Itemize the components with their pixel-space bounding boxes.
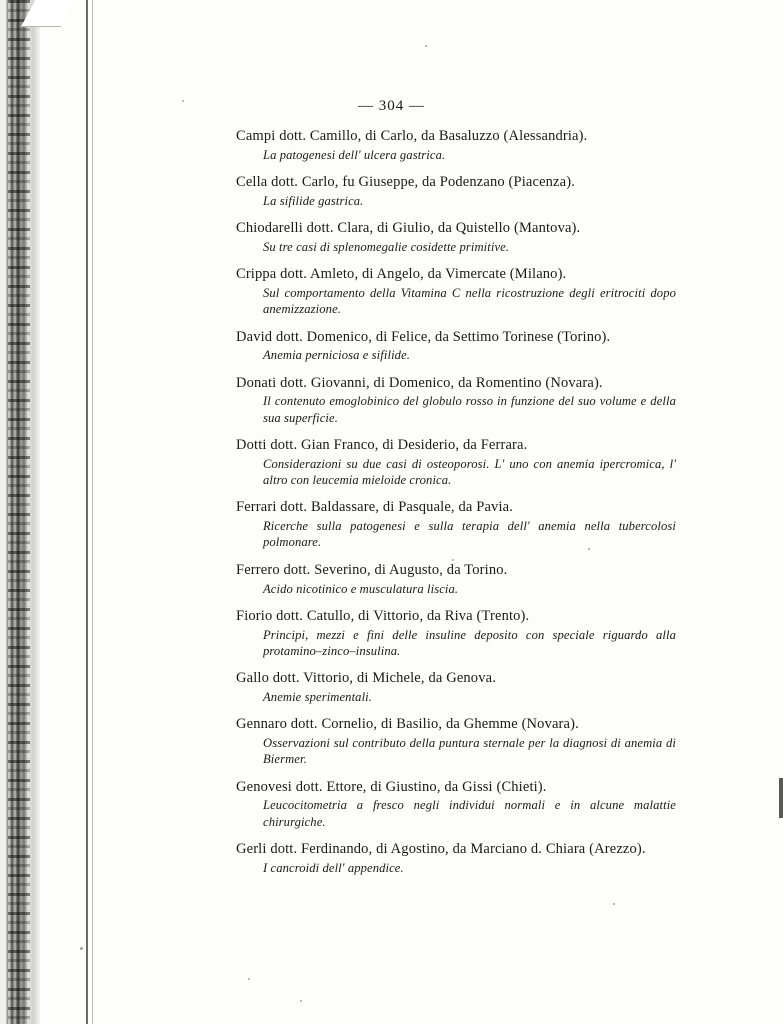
list-item [236, 670, 676, 705]
candidate-name: Gerli dott. Ferdinando, di Agostino, da Marciano d. Chiara (Arezzo). [236, 841, 646, 858]
thesis-title: Anemie sperimentali. [263, 689, 373, 704]
scan-speck [300, 1000, 302, 1002]
list-item [236, 608, 676, 659]
candidate-name: Ferrari dott. Baldassare, di Pasquale, da Pavia. [236, 499, 513, 516]
scan-speck [80, 947, 83, 950]
thesis-title: Acido nicotinico e musculatura liscia. [263, 581, 459, 596]
list-item [236, 779, 676, 830]
candidate-name: Gennaro dott. Cornelio, di Basilio, da Ghemme (Novara). [236, 716, 579, 733]
thesis-title: La patogenesi dell' ulcera gastrica. [263, 147, 446, 162]
candidate-name: Crippa dott. Amleto, di Angelo, da Vimercate (Milano). [236, 266, 567, 283]
candidate-name: Chiodarelli dott. Clara, di Giulio, da Quistello (Mantova). [236, 220, 581, 237]
candidate-name: Donati dott. Giovanni, di Domenico, da Romentino (Novara). [236, 374, 603, 391]
thesis-title: Su tre casi di splenomegalie cosidette primitive. [263, 239, 510, 254]
candidate-name: Fiorio dott. Catullo, di Vittorio, da Riva (Trento). [236, 607, 530, 624]
list-item [236, 329, 676, 364]
thesis-title: Sul comportamento della Vitamina C nella ricostruzione degli eritrociti dopo anemizzazione. [263, 285, 676, 317]
thesis-title: Principi, mezzi e fini delle insuline deposito con speciale riguardo alla protamino–zinco–insulina. [263, 627, 676, 658]
list-item [236, 266, 676, 317]
list-item [236, 128, 676, 163]
scan-speck [425, 45, 427, 47]
candidate-name: Cella dott. Carlo, fu Giuseppe, da Podenzano (Piacenza). [236, 174, 575, 191]
list-item [236, 220, 676, 255]
thesis-title: Ricerche sulla patogenesi e sulla terapia dell' anemia nella tubercolosi polmonare. [263, 519, 676, 550]
thesis-title: La sifilide gastrica. [263, 193, 364, 208]
list-item [236, 174, 676, 209]
thesis-list [236, 128, 676, 887]
list-item [236, 841, 676, 876]
candidate-name: Genovesi dott. Ettore, di Giustino, da Gissi (Chieti). [236, 778, 547, 795]
page-edge-rule [86, 0, 88, 1024]
thesis-title: Il contenuto emoglobinico del globulo rosso in funzione del suo volume e della sua superficie. [263, 394, 676, 425]
thesis-title: Osservazioni sul contributo della puntura sternale per la diagnosi di anemia di Biermer. [263, 736, 676, 767]
thesis-title: Leucocitometria a fresco negli individui normali e in alcune malattie chirurgiche. [263, 798, 676, 829]
thesis-title: Considerazioni su due casi di osteoporosi. L' uno con anemia ipercromica, l' altro con leucemia mieloide cronica. [263, 456, 676, 488]
page-number: — 304 — [358, 98, 425, 114]
thesis-title: Anemia perniciosa e sifilide. [263, 348, 411, 363]
candidate-name: David dott. Domenico, di Felice, da Settimo Torinese (Torino). [236, 328, 611, 345]
list-item [236, 716, 676, 767]
list-item [236, 499, 676, 550]
list-item [236, 562, 676, 597]
list-item [236, 375, 676, 426]
page-edge-rule-secondary [92, 0, 93, 1024]
candidate-name: Ferrero dott. Severino, di Augusto, da Torino. [236, 561, 508, 578]
scan-speck [248, 978, 250, 980]
thesis-title: I cancroidi dell' appendice. [263, 860, 404, 875]
candidate-name: Dotti dott. Gian Franco, di Desiderio, da Ferrara. [236, 437, 528, 453]
candidate-name: Gallo dott. Vittorio, di Michele, da Genova. [236, 670, 496, 687]
list-item [236, 437, 676, 488]
binding-speckle [8, 0, 30, 1024]
right-edge-mark [779, 778, 783, 818]
candidate-name: Campi dott. Camillo, di Carlo, da Basaluzzo (Alessandria). [236, 128, 588, 144]
scan-speck [613, 903, 615, 905]
